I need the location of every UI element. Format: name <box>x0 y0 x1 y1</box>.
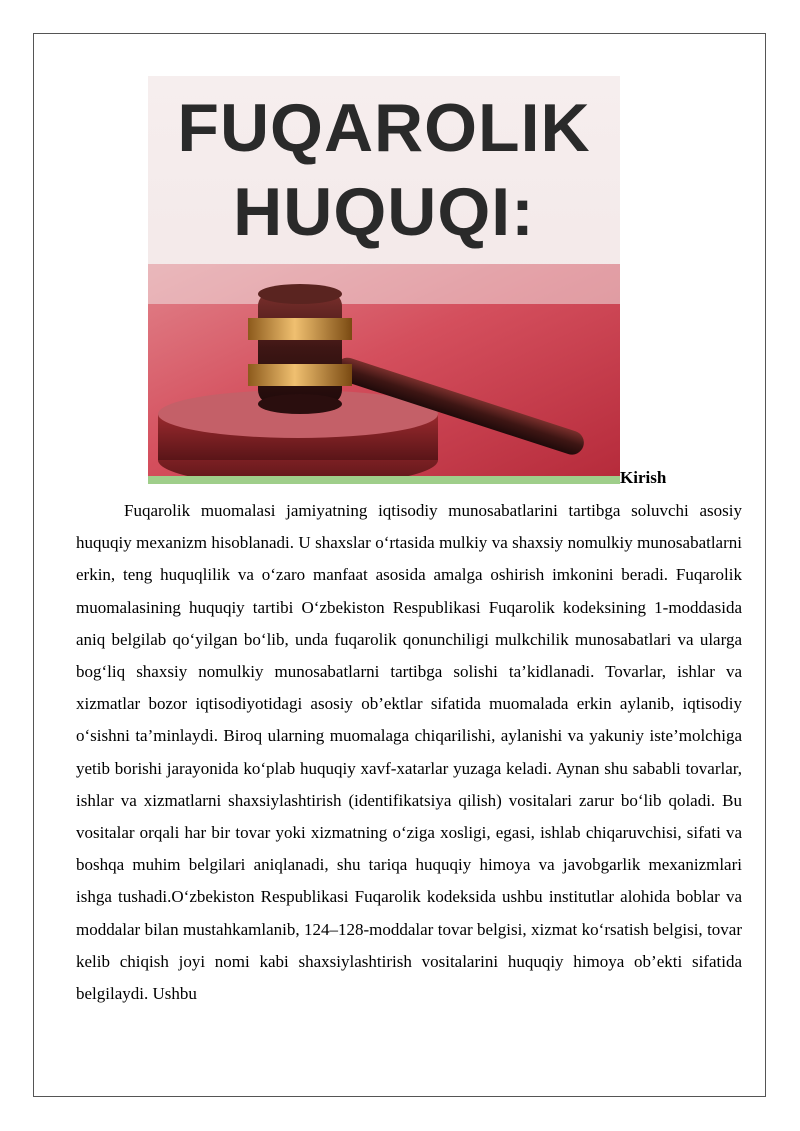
hero-title-line1: FUQAROLIK <box>177 90 591 166</box>
hero-title <box>148 86 620 254</box>
gavel-illustration <box>148 264 620 484</box>
section-heading: Kirish <box>620 468 667 487</box>
hero-title-line2: HUQUQI: <box>233 174 535 250</box>
hero-image <box>148 76 620 484</box>
body-paragraph: Fuqarolik muomalasi jamiyatning iqtisodiy munosabatlarini tartibga soluvchi asosiy huquqiy mexanizm hisoblanadi. U shaxslar o‘rtasida mulkiy va shaxsiy nomulkiy munosabatlarni erkin, teng huquqlilik va o‘zaro manfaat asosida amalga oshirish imkonini beradi. Fuqarolik muomalasining huquqiy tartibi O‘zbekiston Respublikasi Fuqarolik kodeksining 1-moddasida aniq belgilab qo‘yilgan bo‘lib, unda fuqarolik qonunchiligi mulkchilik munosabatlari va ularga bog‘liq shaxsiy nomulkiy munosabatlarni tartibga solishi ta’kidlanadi. Tovarlar, ishlar va xizmatlar bozor iqtisodiyotidagi asosiy ob’ektlar sifatida muomalada erkin aylanib, iqtisodiy o‘sishni ta’minlaydi. Biroq ularning muomalaga chiqarilishi, aylanishi va yakuniy iste’molchiga yetib borishi jarayonida ko‘plab huquqiy xavf-xatarlar yuzaga keladi. Aynan shu sababli tovarlar, ishlar va xizmatlarni shaxsiylashtirish (identifikatsiya qilish) vositalari zarur bo‘lib qoladi. Bu vositalar orqali har bir tovar yoki xizmatning o‘ziga xosligi, egasi, ishlab chiqaruvchisi, sifati va boshqa muhim belgilari aniqlanadi, shu tariqa huquqiy himoya va javobgarlik mexanizmlari ishga tushadi.O‘zbekiston Respublikasi Fuqarolik kodeksida ushbu institutlar alohida boblar va moddalar bilan mustahkamlanib, 124–128-moddalar tovar belgisi, xizmat ko‘rsatish belgisi, tovar kelib chiqish joyi nomi kabi shaxsiylashtirish vositalarini huquqiy himoya ob’ekti sifatida belgilaydi. Ushbu <box>76 501 742 1004</box>
